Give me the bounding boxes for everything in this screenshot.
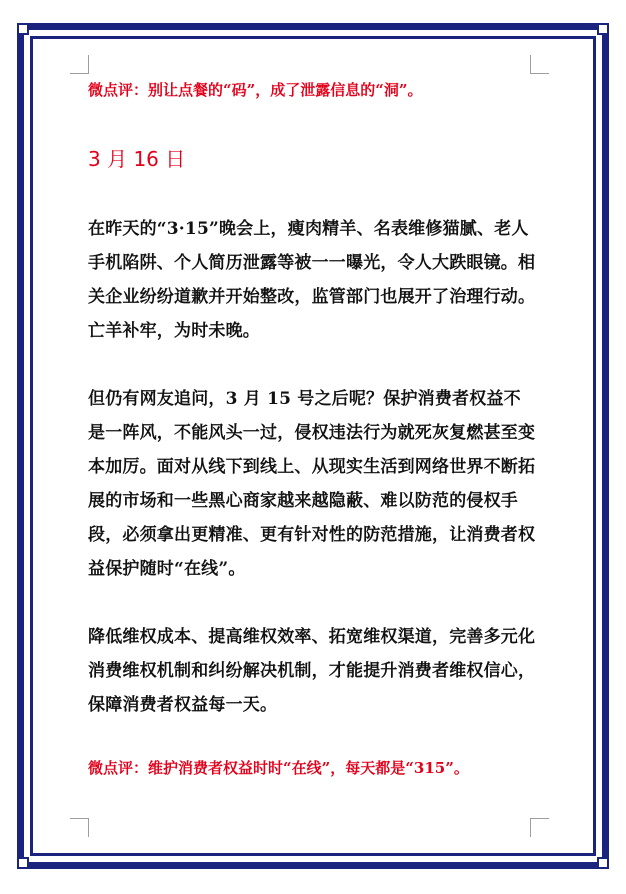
paragraph-2: 但仍有网友追问，3 月 15 号之后呢？保护消费者权益不是一阵风，不能风头一过，侵权违法行为就死灰复燃甚至变本加厉。面对从线下到线上、从现实生活到网络世界不断拓展的市场和一些黑心商家越来越隐蔽、难以防范的侵权手段，必须拿出更精准、更有针对性的防范措施，让消费者权益保护随时“在线”。 <box>88 389 536 579</box>
document-body <box>88 78 538 780</box>
corner-ornament-bottom-right <box>597 857 609 869</box>
crop-mark-top-left <box>70 55 89 74</box>
crop-mark-bottom-left <box>70 818 89 837</box>
comment-top: 微点评：别让点餐的“码”，成了泄露信息的“洞”。 <box>88 81 423 99</box>
comment-bottom: 微点评：维护消费者权益时时“在线”，每天都是“315”。 <box>88 759 469 777</box>
paragraph-1: 在昨天的“3·15”晚会上，瘦肉精羊、名表维修猫腻、老人手机陷阱、个人简历泄露等被一一曝光，令人大跌眼镜。相关企业纷纷道歉并开始整改，监管部门也展开了治理行动。亡羊补牢，为时未晚。 <box>88 219 536 341</box>
crop-mark-bottom-right <box>530 818 549 837</box>
corner-ornament-bottom-left <box>17 857 29 869</box>
corner-ornament-top-right <box>597 23 609 35</box>
crop-mark-top-right <box>530 55 549 74</box>
corner-ornament-top-left <box>17 23 29 35</box>
date-heading: 3 月 16 日 <box>88 147 186 171</box>
paragraph-3: 降低维权成本、提高维权效率、拓宽维权渠道，完善多元化消费维权机制和纠纷解决机制，才能提升消费者维权信心，保障消费者权益每一天。 <box>88 627 536 715</box>
